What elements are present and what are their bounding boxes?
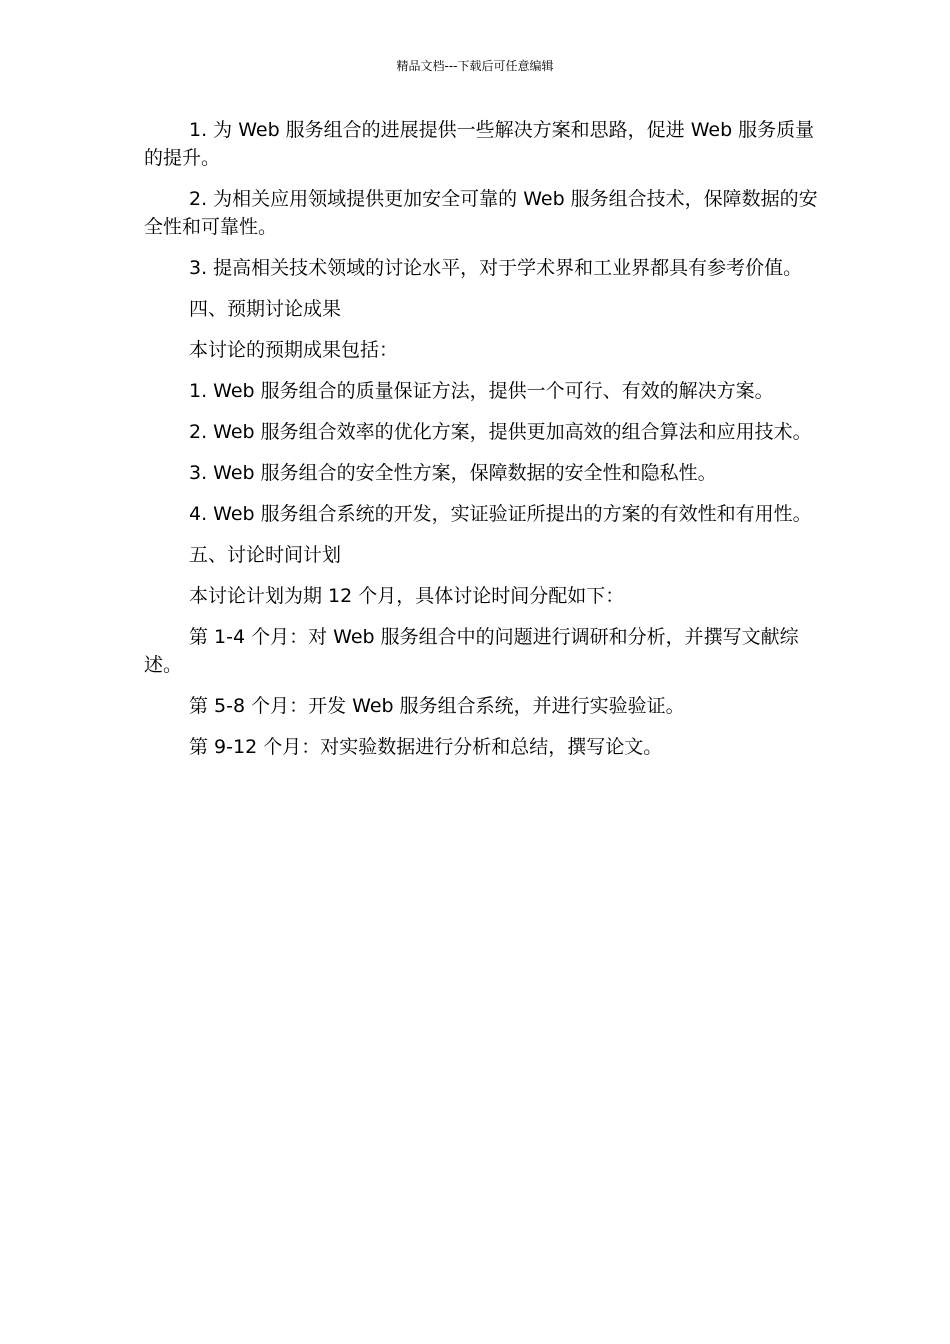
section-heading-expected-results: 四、预期讨论成果 (189, 298, 342, 320)
paragraph-result-1: 1. Web 服务组合的质量保证方法，提供一个可行、有效的解决方案。 (189, 380, 774, 402)
paragraph-schedule-phase-1: 第 1-4 个月：对 Web 服务组合中的问题进行调研和分析，并撰写文献综述。 (144, 626, 799, 676)
paragraph-goal-3: 3. 提高相关技术领域的讨论水平，对于学术界和工业界都具有参考价值。 (189, 257, 803, 279)
paragraph-schedule-intro: 本讨论计划为期 12 个月，具体讨论时间分配如下： (189, 585, 625, 607)
paragraph-goal-2: 2. 为相关应用领域提供更加安全可靠的 Web 服务组合技术，保障数据的安全性和可靠性。 (144, 188, 818, 238)
paragraph-schedule-phase-3: 第 9-12 个月：对实验数据进行分析和总结，撰写论文。 (189, 736, 663, 758)
paragraph-schedule-phase-2: 第 5-8 个月：开发 Web 服务组合系统，并进行实验验证。 (189, 695, 685, 717)
paragraph-result-2: 2. Web 服务组合效率的优化方案，提供更加高效的组合算法和应用技术。 (189, 421, 812, 443)
section-heading-schedule: 五、讨论时间计划 (189, 544, 342, 566)
document-body (144, 116, 820, 774)
page-header: 精品文档---下载后可任意编辑 (396, 59, 554, 73)
paragraph-result-4: 4. Web 服务组合系统的开发，实证验证所提出的方案的有效性和有用性。 (189, 503, 812, 525)
paragraph-results-intro: 本讨论的预期成果包括： (189, 339, 399, 361)
paragraph-result-3: 3. Web 服务组合的安全性方案，保障数据的安全性和隐私性。 (189, 462, 717, 484)
paragraph-goal-1: 1. 为 Web 服务组合的进展提供一些解决方案和思路，促进 Web 服务质量的提升。 (144, 119, 815, 169)
